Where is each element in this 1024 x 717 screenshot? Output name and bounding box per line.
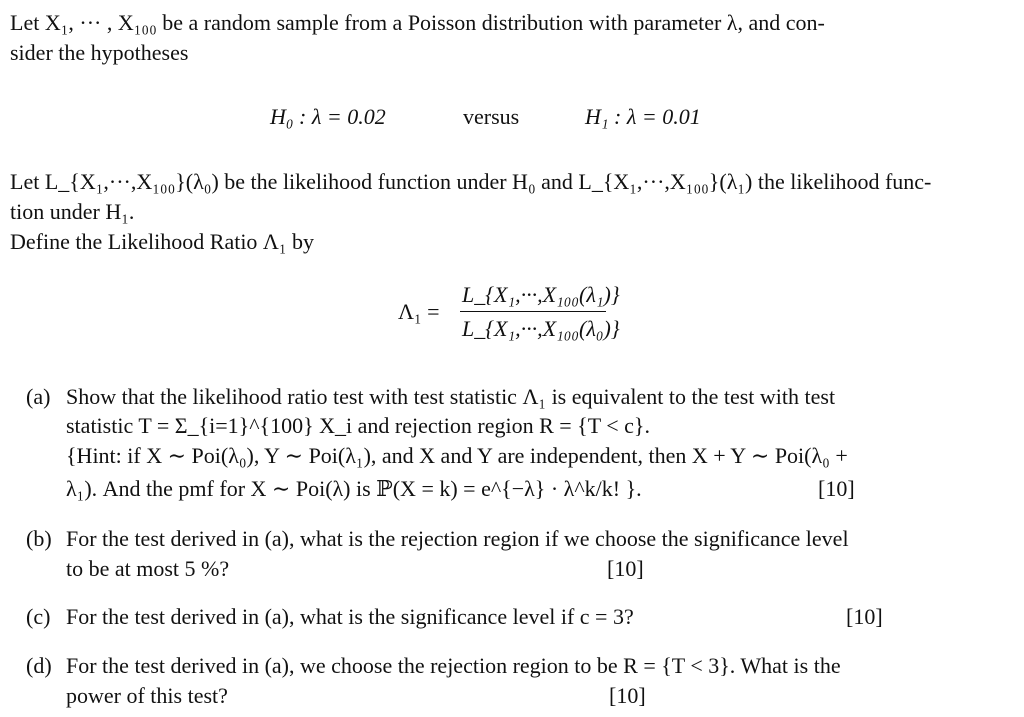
question-a-line-1: Show that the likelihood ratio test with test statistic Λ₁ is equivalent to the test with test (66, 384, 836, 409)
question-c-marks: [10] (846, 604, 883, 629)
likelihood-line-3: Define the Likelihood Ratio Λ₁ by (10, 229, 315, 254)
question-b-line-1: For the test derived in (a), what is the rejection region if we choose the significance level (66, 526, 849, 551)
question-c-line-1: For the test derived in (a), what is the significance level if c = 3? (66, 604, 634, 629)
alternative-hypothesis: H₁ : λ = 0.01 (585, 104, 701, 129)
question-d-line-2: power of this test? (66, 683, 228, 708)
question-b-label: (b) (26, 526, 52, 551)
question-b-line-2: to be at most 5 %? (66, 556, 230, 581)
question-b-marks: [10] (607, 556, 644, 581)
fraction-bar (460, 311, 606, 312)
ratio-lhs: Λ₁ = (398, 299, 440, 324)
question-d-line-1: For the test derived in (a), we choose the rejection region to be R = {T < 3}. What is the (66, 653, 841, 678)
question-d-marks: [10] (609, 683, 646, 708)
question-d-label: (d) (26, 653, 52, 678)
likelihood-line-1: Let L_{X₁,···,X₁₀₀}(λ₀) be the likelihood function under H₀ and L_{X₁,···,X₁₀₀}(λ₁) the likelihood func- (10, 169, 932, 194)
null-hypothesis: H₀ : λ = 0.02 (270, 104, 386, 129)
question-a-marks: [10] (818, 476, 855, 501)
question-c-label: (c) (26, 604, 51, 629)
ratio-numerator: L_{X₁,···,X₁₀₀(λ₁)} (462, 282, 620, 307)
question-a-label: (a) (26, 384, 51, 409)
intro-line-2: sider the hypotheses (10, 40, 189, 65)
ratio-denominator: L_{X₁,···,X₁₀₀(λ₀)} (462, 316, 620, 341)
question-a-line-3: {Hint: if X ∼ Poi(λ₀), Y ∼ Poi(λ₁), and X and Y are independent, then X + Y ∼ Poi(λ₀ + (66, 443, 848, 468)
question-a-line-4: λ₁). And the pmf for X ∼ Poi(λ) is ℙ(X = k) = e^{−λ} · λ^k/k! }. (66, 476, 642, 501)
versus-text: versus (463, 104, 520, 129)
intro-line-1: Let X₁, ··· , X₁₀₀ be a random sample from a Poisson distribution with parameter λ, and con- (10, 10, 825, 35)
likelihood-line-2: tion under H₁. (10, 199, 135, 224)
question-a-line-2: statistic T = Σ_{i=1}^{100} X_i and rejection region R = {T < c}. (66, 413, 650, 438)
